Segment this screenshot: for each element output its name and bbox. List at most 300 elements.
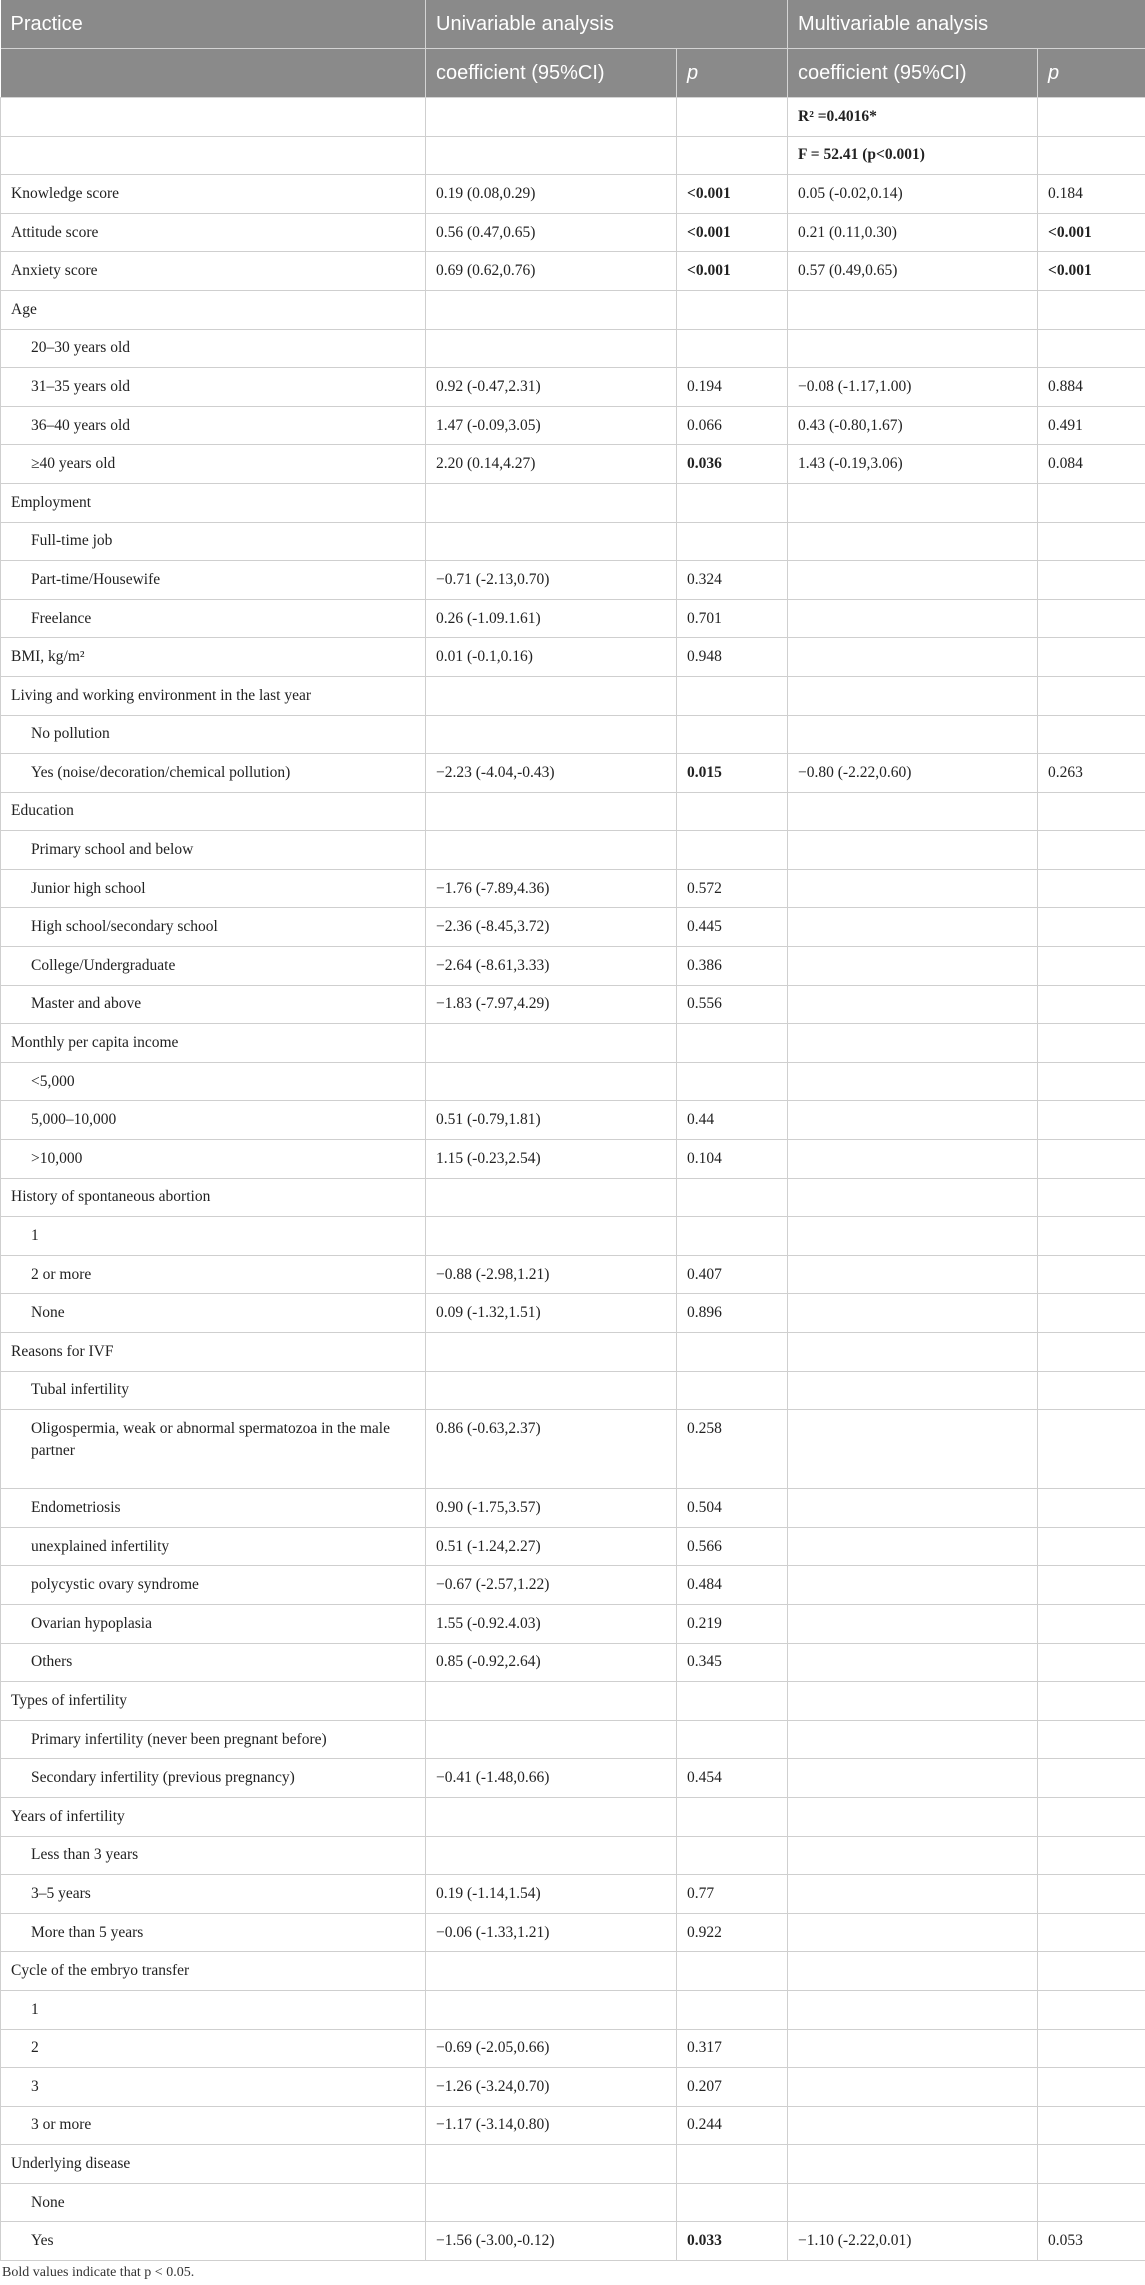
multi-p-value: 0.491 [1038,406,1145,445]
row-label: Education [1,792,426,831]
uni-coefficient: −0.67 (-2.57,1.22) [426,1566,677,1605]
table-row [1,715,1145,754]
multi-p-value [1038,1875,1145,1914]
uni-coefficient: 0.19 (-1.14,1.54) [426,1875,677,1914]
multi-p-value [1038,1178,1145,1217]
multi-p-value [1038,1990,1145,2029]
uni-coefficient: −0.88 (-2.98,1.21) [426,1255,677,1294]
uni-p-value [677,1990,788,2029]
multi-p-value [1038,1294,1145,1333]
multi-p-value [1038,1140,1145,1179]
table-row [1,136,1145,175]
uni-coefficient [426,1720,677,1759]
uni-p-value: 0.258 [677,1410,788,1489]
row-label: 3 or more [1,2106,426,2145]
uni-p-value: 0.896 [677,1294,788,1333]
uni-coefficient [426,1333,677,1372]
multi-coefficient [788,1410,1038,1489]
multi-p-value [1038,908,1145,947]
row-label: Yes [1,2222,426,2261]
multi-coefficient [788,1566,1038,1605]
multi-coefficient [788,1759,1038,1798]
multi-p-value [1038,1604,1145,1643]
row-label: 1 [1,1990,426,2029]
row-label: Ovarian hypoplasia [1,1604,426,1643]
table-row [1,1836,1145,1875]
uni-coefficient: 0.92 (-0.47,2.31) [426,368,677,407]
multi-p-value: 0.884 [1038,368,1145,407]
multi-coefficient [788,1217,1038,1256]
row-label: ≥40 years old [1,445,426,484]
multi-coefficient [788,947,1038,986]
table-row [1,1024,1145,1063]
multi-p-value [1038,985,1145,1024]
uni-p-value: 0.219 [677,1604,788,1643]
table-row [1,1294,1145,1333]
row-label: Cycle of the embryo transfer [1,1952,426,1991]
uni-p-value: <0.001 [677,175,788,214]
multi-p-value [1038,1024,1145,1063]
multi-coefficient [788,1952,1038,1991]
uni-p-value [677,1217,788,1256]
table-row [1,2183,1145,2222]
uni-p-value: 0.445 [677,908,788,947]
row-label: <5,000 [1,1062,426,1101]
multi-coefficient [788,1990,1038,2029]
uni-coefficient: −0.69 (-2.05,0.66) [426,2029,677,2068]
multi-p-value [1038,831,1145,870]
uni-p-value [677,1178,788,1217]
multi-coefficient [788,792,1038,831]
uni-coefficient [426,1371,677,1410]
uni-coefficient [426,1682,677,1721]
multi-p-value [1038,2145,1145,2184]
row-label: Anxiety score [1,252,426,291]
multi-p-value [1038,98,1145,137]
table-row [1,1527,1145,1566]
multi-p-value [1038,792,1145,831]
uni-p-value: 0.504 [677,1489,788,1528]
uni-p-value: 0.484 [677,1566,788,1605]
table-row [1,869,1145,908]
row-label: Yes (noise/decoration/chemical pollution) [1,754,426,793]
uni-coefficient: 0.01 (-0.1,0.16) [426,638,677,677]
table-row [1,522,1145,561]
multi-p-value [1038,1489,1145,1528]
row-label: BMI, kg/m² [1,638,426,677]
row-label: Living and working environment in the last year [1,676,426,715]
multi-coefficient [788,1255,1038,1294]
table-row [1,1101,1145,1140]
uni-p-value [677,1797,788,1836]
uni-p-value: 0.317 [677,2029,788,2068]
multi-coefficient: 0.43 (-0.80,1.67) [788,406,1038,445]
uni-p-value [677,98,788,137]
uni-p-value: 0.922 [677,1913,788,1952]
uni-coefficient [426,1024,677,1063]
uni-coefficient: 0.85 (-0.92,2.64) [426,1643,677,1682]
uni-p-value: 0.033 [677,2222,788,2261]
row-label: History of spontaneous abortion [1,1178,426,1217]
multi-p-value [1038,329,1145,368]
multi-p-value [1038,290,1145,329]
row-label: Employment [1,483,426,522]
table-row [1,792,1145,831]
table-row [1,1489,1145,1528]
header-coef-multi: coefficient (95%CI) [788,49,1038,98]
uni-p-value [677,2145,788,2184]
uni-coefficient [426,1062,677,1101]
uni-p-value [677,831,788,870]
multi-p-value [1038,1682,1145,1721]
uni-p-value [677,1952,788,1991]
uni-p-value: 0.194 [677,368,788,407]
table-row [1,1371,1145,1410]
row-label: Age [1,290,426,329]
uni-coefficient: 0.90 (-1.75,3.57) [426,1489,677,1528]
table-row [1,2029,1145,2068]
uni-p-value [677,1333,788,1372]
multi-coefficient [788,1604,1038,1643]
table-row [1,908,1145,947]
uni-coefficient [426,1990,677,2029]
uni-p-value [677,522,788,561]
table-row [1,368,1145,407]
multi-coefficient [788,1836,1038,1875]
multi-p-value: <0.001 [1038,213,1145,252]
uni-coefficient: −2.36 (-8.45,3.72) [426,908,677,947]
table-row [1,985,1145,1024]
uni-p-value: 0.407 [677,1255,788,1294]
uni-coefficient: −1.17 (-3.14,0.80) [426,2106,677,2145]
multi-coefficient [788,1101,1038,1140]
table-row [1,2145,1145,2184]
row-label: Types of infertility [1,1682,426,1721]
uni-p-value [677,136,788,175]
table-row [1,1643,1145,1682]
multi-coefficient [788,1527,1038,1566]
multi-coefficient [788,985,1038,1024]
uni-p-value: 0.566 [677,1527,788,1566]
multi-coefficient [788,2106,1038,2145]
multi-coefficient: 0.57 (0.49,0.65) [788,252,1038,291]
multi-p-value [1038,947,1145,986]
row-label: Monthly per capita income [1,1024,426,1063]
uni-coefficient [426,483,677,522]
row-label: 3 [1,2068,426,2107]
uni-p-value: <0.001 [677,252,788,291]
row-label: College/Undergraduate [1,947,426,986]
uni-coefficient: −2.23 (-4.04,-0.43) [426,754,677,793]
table-row [1,483,1145,522]
uni-coefficient: −0.41 (-1.48,0.66) [426,1759,677,1798]
uni-coefficient [426,522,677,561]
uni-p-value [677,1682,788,1721]
multi-coefficient [788,831,1038,870]
row-label: Attitude score [1,213,426,252]
row-label: 3–5 years [1,1875,426,1914]
uni-coefficient [426,792,677,831]
row-label: 31–35 years old [1,368,426,407]
row-label: 20–30 years old [1,329,426,368]
uni-p-value [677,1062,788,1101]
multi-p-value [1038,2029,1145,2068]
multi-coefficient: −0.80 (-2.22,0.60) [788,754,1038,793]
multi-coefficient [788,1489,1038,1528]
multi-coefficient [788,908,1038,947]
row-label: Freelance [1,599,426,638]
uni-coefficient [426,290,677,329]
table-row [1,831,1145,870]
uni-p-value: 0.036 [677,445,788,484]
multi-coefficient [788,676,1038,715]
multi-p-value [1038,1566,1145,1605]
multi-p-value [1038,1410,1145,1489]
uni-coefficient [426,1178,677,1217]
multi-p-value [1038,1836,1145,1875]
uni-p-value [677,715,788,754]
table-row [1,1797,1145,1836]
multi-coefficient [788,1294,1038,1333]
row-label: No pollution [1,715,426,754]
multi-p-value [1038,2183,1145,2222]
multi-p-value [1038,522,1145,561]
multi-p-value: <0.001 [1038,252,1145,291]
multi-coefficient [788,1371,1038,1410]
uni-p-value: 0.345 [677,1643,788,1682]
header-coef-uni: coefficient (95%CI) [426,49,677,98]
multi-coefficient [788,1140,1038,1179]
header-blank [1,49,426,98]
uni-p-value: 0.948 [677,638,788,677]
row-label: Oligospermia, weak or abnormal spermatozoa in the male partner [1,1410,426,1489]
row-label: None [1,2183,426,2222]
uni-coefficient: −2.64 (-8.61,3.33) [426,947,677,986]
multi-coefficient [788,2068,1038,2107]
multi-coefficient [788,1913,1038,1952]
uni-p-value [677,290,788,329]
header-practice: Practice [1,0,426,49]
row-label: Less than 3 years [1,1836,426,1875]
uni-p-value: 0.244 [677,2106,788,2145]
multi-coefficient [788,1682,1038,1721]
table-row [1,329,1145,368]
multi-p-value [1038,715,1145,754]
multi-p-value [1038,1720,1145,1759]
uni-coefficient: −0.06 (-1.33,1.21) [426,1913,677,1952]
uni-coefficient [426,1952,677,1991]
table-row [1,638,1145,677]
uni-coefficient [426,2183,677,2222]
row-label: Part-time/Housewife [1,561,426,600]
multi-coefficient [788,1333,1038,1372]
multi-p-value [1038,2068,1145,2107]
multi-p-value [1038,1101,1145,1140]
multi-coefficient [788,2029,1038,2068]
uni-coefficient [426,831,677,870]
uni-p-value: 0.572 [677,869,788,908]
row-label: polycystic ovary syndrome [1,1566,426,1605]
uni-coefficient: 0.09 (-1.32,1.51) [426,1294,677,1333]
uni-coefficient: 1.15 (-0.23,2.54) [426,1140,677,1179]
multi-coefficient: R² =0.4016* [788,98,1038,137]
multi-p-value: 0.263 [1038,754,1145,793]
table-row [1,1255,1145,1294]
multi-p-value [1038,1643,1145,1682]
multi-coefficient [788,329,1038,368]
table-row [1,1178,1145,1217]
uni-coefficient: 1.55 (-0.92.4.03) [426,1604,677,1643]
multi-coefficient: 0.05 (-0.02,0.14) [788,175,1038,214]
row-label: Years of infertility [1,1797,426,1836]
uni-p-value: 0.454 [677,1759,788,1798]
table-row [1,1333,1145,1372]
table-row [1,1990,1145,2029]
uni-p-value: 0.015 [677,754,788,793]
multi-p-value: 0.184 [1038,175,1145,214]
table-row [1,1875,1145,1914]
table-row [1,2106,1145,2145]
uni-coefficient [426,1217,677,1256]
table-row [1,599,1145,638]
uni-coefficient: −0.71 (-2.13,0.70) [426,561,677,600]
row-label: Others [1,1643,426,1682]
table-row [1,1566,1145,1605]
table-row [1,1604,1145,1643]
multi-coefficient [788,2145,1038,2184]
row-label: Junior high school [1,869,426,908]
header-p-multi: p [1038,49,1145,98]
row-label: None [1,1294,426,1333]
uni-coefficient [426,715,677,754]
uni-p-value: 0.386 [677,947,788,986]
multi-p-value: 0.053 [1038,2222,1145,2261]
uni-coefficient [426,98,677,137]
header-multivariable: Multivariable analysis [788,0,1145,49]
multi-coefficient [788,1720,1038,1759]
multi-coefficient: 0.21 (0.11,0.30) [788,213,1038,252]
multi-coefficient [788,869,1038,908]
multi-coefficient [788,715,1038,754]
row-label: 2 [1,2029,426,2068]
row-label: Knowledge score [1,175,426,214]
header-univariable: Univariable analysis [426,0,788,49]
uni-coefficient: −1.76 (-7.89,4.36) [426,869,677,908]
table-row [1,947,1145,986]
table-row [1,754,1145,793]
table-footnote: Bold values indicate that p < 0.05. [2,2265,1145,2285]
uni-coefficient: 0.56 (0.47,0.65) [426,213,677,252]
uni-p-value [677,1024,788,1063]
row-label: Master and above [1,985,426,1024]
uni-coefficient: 0.51 (-0.79,1.81) [426,1101,677,1140]
multi-coefficient: F = 52.41 (p<0.001) [788,136,1038,175]
uni-p-value: <0.001 [677,213,788,252]
multi-p-value [1038,1527,1145,1566]
table-row [1,1217,1145,1256]
multi-p-value [1038,1913,1145,1952]
uni-coefficient [426,2145,677,2184]
table-row [1,213,1145,252]
table-row [1,1140,1145,1179]
row-label: Reasons for IVF [1,1333,426,1372]
uni-coefficient: 0.19 (0.08,0.29) [426,175,677,214]
uni-p-value [677,329,788,368]
table-row [1,1913,1145,1952]
table-row [1,2222,1145,2261]
multi-p-value [1038,1217,1145,1256]
table-row [1,98,1145,137]
table-row [1,175,1145,214]
uni-coefficient [426,1797,677,1836]
multi-p-value [1038,2106,1145,2145]
multi-p-value [1038,136,1145,175]
uni-p-value [677,676,788,715]
uni-coefficient [426,329,677,368]
table-row [1,1062,1145,1101]
uni-p-value: 0.066 [677,406,788,445]
table-row [1,561,1145,600]
table-row [1,1759,1145,1798]
uni-p-value: 0.556 [677,985,788,1024]
multi-p-value [1038,1062,1145,1101]
uni-coefficient: 2.20 (0.14,4.27) [426,445,677,484]
uni-p-value [677,792,788,831]
row-label: 2 or more [1,1255,426,1294]
row-label: More than 5 years [1,1913,426,1952]
row-label: Full-time job [1,522,426,561]
row-label [1,98,426,137]
multi-coefficient [788,638,1038,677]
row-label: 1 [1,1217,426,1256]
uni-p-value [677,483,788,522]
uni-coefficient: 0.26 (-1.09.1.61) [426,599,677,638]
multi-coefficient [788,290,1038,329]
row-label: Underlying disease [1,2145,426,2184]
row-label: Secondary infertility (previous pregnancy) [1,1759,426,1798]
multi-coefficient [788,1875,1038,1914]
uni-coefficient [426,1836,677,1875]
multi-coefficient [788,2183,1038,2222]
table-row [1,445,1145,484]
uni-p-value: 0.77 [677,1875,788,1914]
uni-coefficient: −1.83 (-7.97,4.29) [426,985,677,1024]
multi-p-value [1038,483,1145,522]
row-label: Endometriosis [1,1489,426,1528]
uni-coefficient: −1.26 (-3.24,0.70) [426,2068,677,2107]
uni-p-value [677,2183,788,2222]
table-row [1,290,1145,329]
multi-coefficient [788,1643,1038,1682]
table-row [1,1720,1145,1759]
table-row [1,2068,1145,2107]
uni-coefficient: 1.47 (-0.09,3.05) [426,406,677,445]
multi-coefficient: 1.43 (-0.19,3.06) [788,445,1038,484]
row-label: Primary school and below [1,831,426,870]
multi-coefficient [788,599,1038,638]
multi-p-value [1038,1371,1145,1410]
uni-p-value [677,1720,788,1759]
uni-coefficient [426,136,677,175]
multi-p-value [1038,1759,1145,1798]
row-label: High school/secondary school [1,908,426,947]
uni-coefficient [426,676,677,715]
header-p-uni: p [677,49,788,98]
table-body [1,98,1145,2261]
row-label: unexplained infertility [1,1527,426,1566]
row-label: 5,000–10,000 [1,1101,426,1140]
uni-p-value [677,1371,788,1410]
